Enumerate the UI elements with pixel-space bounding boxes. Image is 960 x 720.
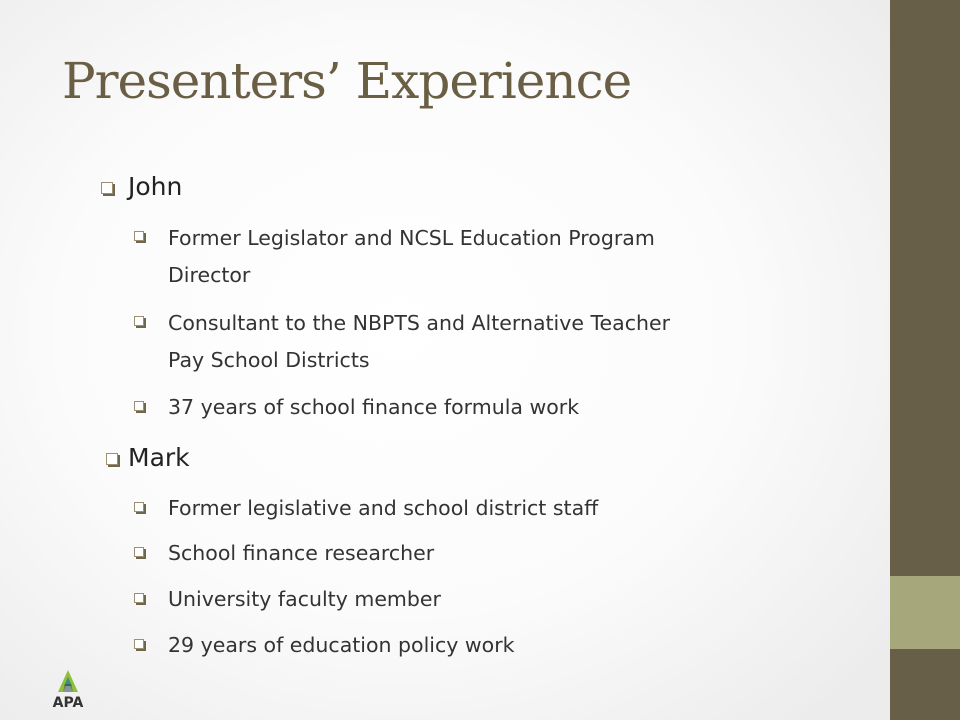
checkbox-bullet-icon: [134, 502, 144, 512]
list-item: [168, 490, 598, 527]
checkbox-bullet-icon: [134, 316, 144, 326]
list-item: [168, 627, 515, 664]
list-item-line: 37 years of school finance formula work: [168, 395, 580, 419]
list-item: [168, 389, 579, 426]
slide-title: Presenters’ Experience: [62, 52, 632, 110]
list-item-line: Former legislative and school district staff: [168, 496, 599, 520]
list-item-line: 29 years of education policy work: [168, 633, 515, 657]
list-item-line: Pay School Districts: [168, 348, 370, 372]
list-item-line: Director: [168, 263, 251, 287]
sidebar-band-accent: [890, 576, 960, 649]
list-item-line: School finance researcher: [168, 541, 435, 565]
apa-logo-icon: [46, 668, 90, 712]
checkbox-bullet-icon: [134, 593, 144, 603]
checkbox-bullet-icon: [134, 547, 144, 557]
logo-text: APA: [52, 695, 84, 711]
list-item: [168, 535, 434, 572]
list-item: [168, 305, 670, 379]
presenter-name-john: John: [128, 172, 183, 201]
list-item-line: University faculty member: [168, 587, 441, 611]
list-item-line: Former Legislator and NCSL Education Program: [168, 226, 655, 250]
checkbox-bullet-icon: [134, 231, 144, 241]
checkbox-bullet-icon: [101, 182, 113, 194]
presenter-name-mark: Mark: [128, 443, 190, 472]
decorative-sidebar: [890, 0, 960, 720]
sidebar-band-dark-top: [890, 0, 960, 576]
checkbox-bullet-icon: [134, 639, 144, 649]
sidebar-band-dark-bottom: [890, 649, 960, 720]
list-item: [168, 581, 441, 618]
list-item-line: Consultant to the NBPTS and Alternative Teacher: [168, 311, 671, 335]
list-item: [168, 220, 655, 294]
checkbox-bullet-icon: [106, 453, 118, 465]
apa-logo-mark-icon: [46, 668, 90, 696]
checkbox-bullet-icon: [134, 401, 144, 411]
